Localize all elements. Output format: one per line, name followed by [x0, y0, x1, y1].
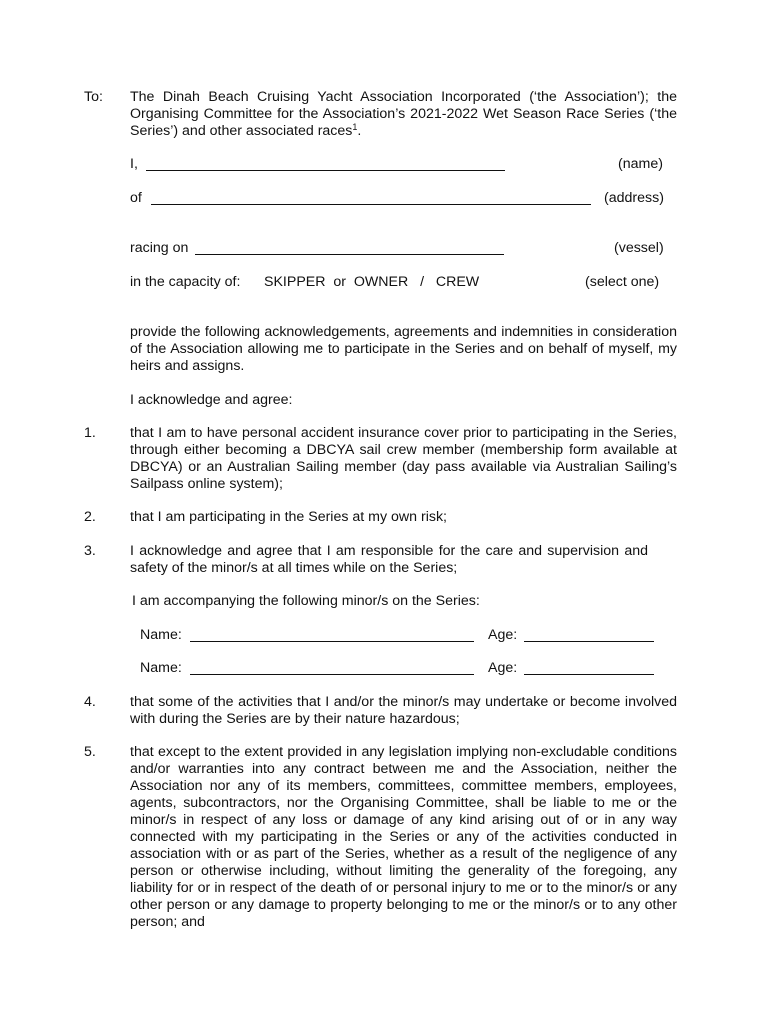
- minor-age-label: Age:: [488, 660, 518, 676]
- minor-name-field-1[interactable]: [190, 641, 474, 642]
- to-label: To:: [84, 89, 103, 105]
- name-hint: (name): [618, 156, 663, 172]
- address-hint: (address): [604, 190, 664, 206]
- item-text: that I am participating in the Series at my own risk;: [130, 509, 447, 525]
- address-prefix: of: [130, 190, 142, 206]
- acknowledge-heading: I acknowledge and agree:: [130, 392, 293, 408]
- name-field[interactable]: [146, 170, 505, 171]
- item-number: 3.: [84, 543, 96, 559]
- minor-name-label: Name:: [140, 627, 182, 643]
- item-number: 4.: [84, 694, 96, 710]
- addressee-paragraph: The Dinah Beach Cruising Yacht Association Incorporated (‘the Association’); the Organising Committee for the Association’s 2021-2022 Wet Season Race Series (‘the Series’) and other associated races$^1$.: [130, 89, 677, 139]
- minor-name-field-2[interactable]: [190, 674, 474, 675]
- capacity-options[interactable]: SKIPPER or OWNER / CREW: [264, 274, 480, 290]
- minor-age-label: Age:: [488, 627, 518, 643]
- item-number: 2.: [84, 509, 96, 525]
- item-text: that I am to have personal accident insurance cover prior to participating in the Series, through either becoming a DBCYA sail crew member (membership form available at DBCYA) or an Australian Sailing member (day pass available via Australian Sailing’s Sailpass online system);: [130, 425, 677, 492]
- capacity-prefix: in the capacity of:: [130, 274, 241, 290]
- intro-paragraph: provide the following acknowledgements, agreements and indemnities in consideration of the Association allowing me to participate in the Series and on behalf of myself, my heirs and assigns.: [130, 324, 677, 374]
- address-field[interactable]: [151, 204, 591, 205]
- vessel-prefix: racing on: [130, 240, 189, 256]
- minor-age-field-1[interactable]: [524, 641, 654, 642]
- minors-heading: I am accompanying the following minor/s on the Series:: [132, 593, 480, 609]
- item-number: 5.: [84, 744, 96, 760]
- name-prefix: I,: [130, 156, 138, 172]
- item-text: I acknowledge and agree that I am responsible for the care and supervision and safety of the minor/s at all times while on the Series;: [130, 543, 648, 576]
- capacity-hint: (select one): [585, 274, 660, 290]
- minor-name-label: Name:: [140, 660, 182, 676]
- vessel-hint: (vessel): [614, 240, 664, 256]
- vessel-field[interactable]: [195, 254, 504, 255]
- minor-age-field-2[interactable]: [524, 674, 654, 675]
- item-text: that some of the activities that I and/or the minor/s may undertake or become involved with during the Series are by their nature hazardous;: [130, 694, 677, 727]
- item-text: that except to the extent provided in any legislation implying non-excludable conditions and/or warranties into any contract between me and the Association, neither the Association nor any of its members, committees, committee members, employees, agents, subcontractors, nor the Organising Committee, shall be liable to me or the minor/s in respect of any loss or damage of any kind arising out of or in any way connected with my participating in the Series or any of the activities conducted in association with or as part of the Series, whether as a result of the negligence of any person or otherwise including, without limiting the generality of the foregoing, any liability for or in respect of the death of or personal injury to me or to the minor/s or any other person or any damage to property belonging to me or the minor/s or to any other person; and: [130, 744, 677, 930]
- item-number: 1.: [84, 425, 96, 441]
- addressee-text: The Dinah Beach Cruising Yacht Association Incorporated (‘the Association’); the Organising Committee for the Association’s 2021-2022 Wet Season Race Series (‘the Series’) and other associated races: [130, 89, 677, 139]
- footnote-reference: 1: [352, 122, 358, 132]
